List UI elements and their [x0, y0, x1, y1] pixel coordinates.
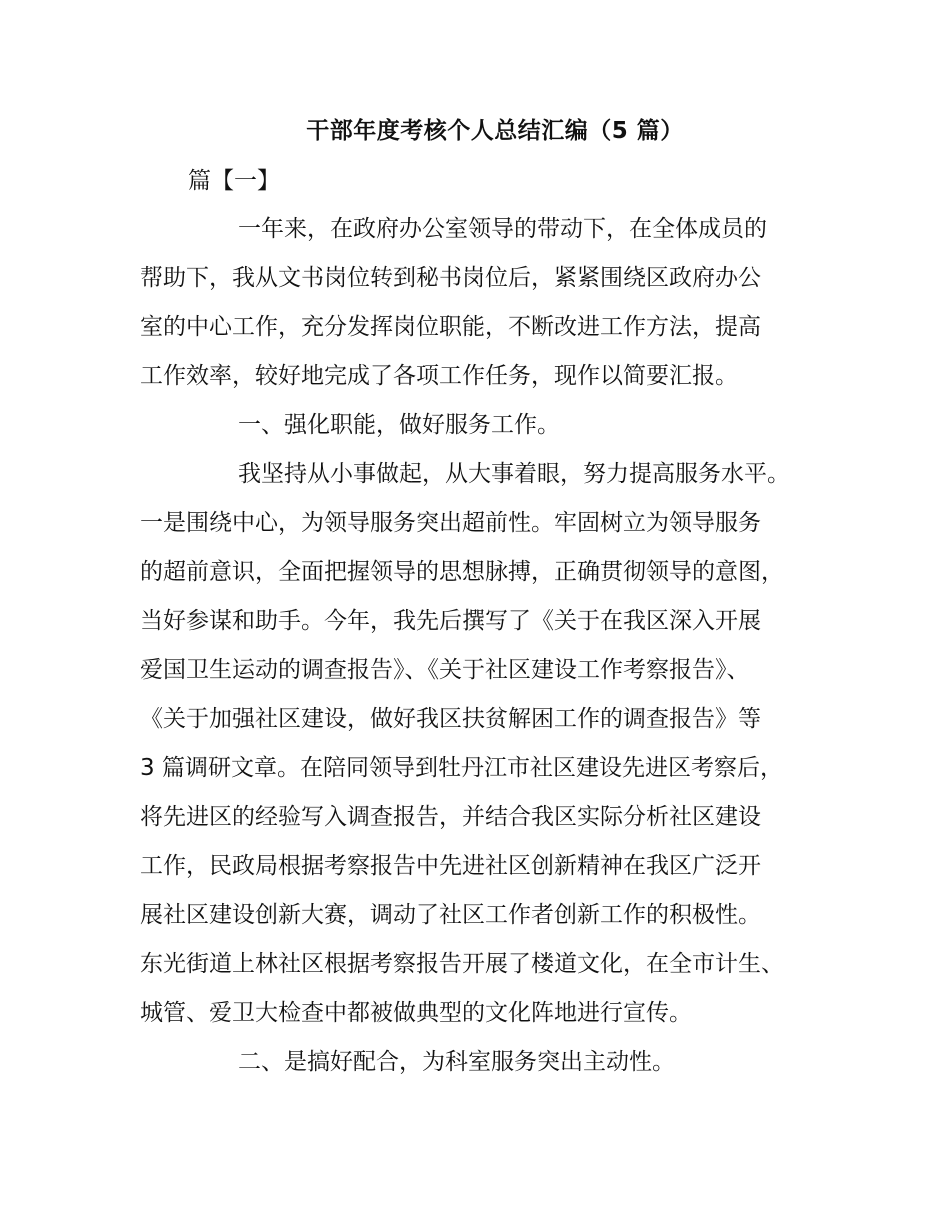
paragraph-line: 室的中心工作，充分发挥岗位职能，不断改进工作方法，提高	[140, 314, 761, 340]
paragraph-line: 工作，民政局根据考察报告中先进社区创新精神在我区广泛开	[140, 853, 761, 879]
paragraph-line: 的超前意识，全面把握领导的思想脉搏，正确贯彻领导的意图，	[140, 559, 784, 585]
heading-line: 一、强化职能，做好服务工作。	[238, 412, 560, 438]
document-title: 干部年度考核个人总结汇编（5 篇）	[306, 118, 684, 144]
section-label: 篇【一】	[188, 168, 280, 194]
paragraph-line: 我坚持从小事做起，从大事着眼，努力提高服务水平。	[238, 461, 790, 487]
paragraph-line: 3 篇调研文章。在陪同领导到牡丹江市社区建设先进区考察后，	[140, 755, 783, 781]
paragraph-line: 帮助下，我从文书岗位转到秘书岗位后，紧紧围绕区政府办公	[140, 265, 761, 291]
paragraph-line: 当好参谋和助手。今年，我先后撰写了《关于在我区深入开展	[140, 608, 761, 634]
paragraph-line: 工作效率，较好地完成了各项工作任务，现作以简要汇报。	[140, 363, 738, 389]
heading-line: 二、是搞好配合，为科室服务突出主动性。	[238, 1049, 675, 1075]
paragraph-line: 将先进区的经验写入调查报告，并结合我区实际分析社区建设	[140, 804, 761, 830]
paragraph-line: 东光街道上林社区根据考察报告开展了楼道文化，在全市计生、	[140, 951, 784, 977]
paragraph-line: 《关于加强社区建设，做好我区扶贫解困工作的调查报告》等	[140, 706, 761, 732]
paragraph-line: 城管、爱卫大检查中都被做典型的文化阵地进行宣传。	[140, 1000, 692, 1026]
paragraph-line: 展社区建设创新大赛，调动了社区工作者创新工作的积极性。	[140, 902, 761, 928]
paragraph-line: 一年来，在政府办公室领导的带动下，在全体成员的	[238, 216, 767, 242]
paragraph-line: 一是围绕中心，为领导服务突出超前性。牢固树立为领导服务	[140, 510, 761, 536]
paragraph-line: 爱国卫生运动的调查报告》、《关于社区建设工作考察报告》、	[140, 657, 750, 683]
